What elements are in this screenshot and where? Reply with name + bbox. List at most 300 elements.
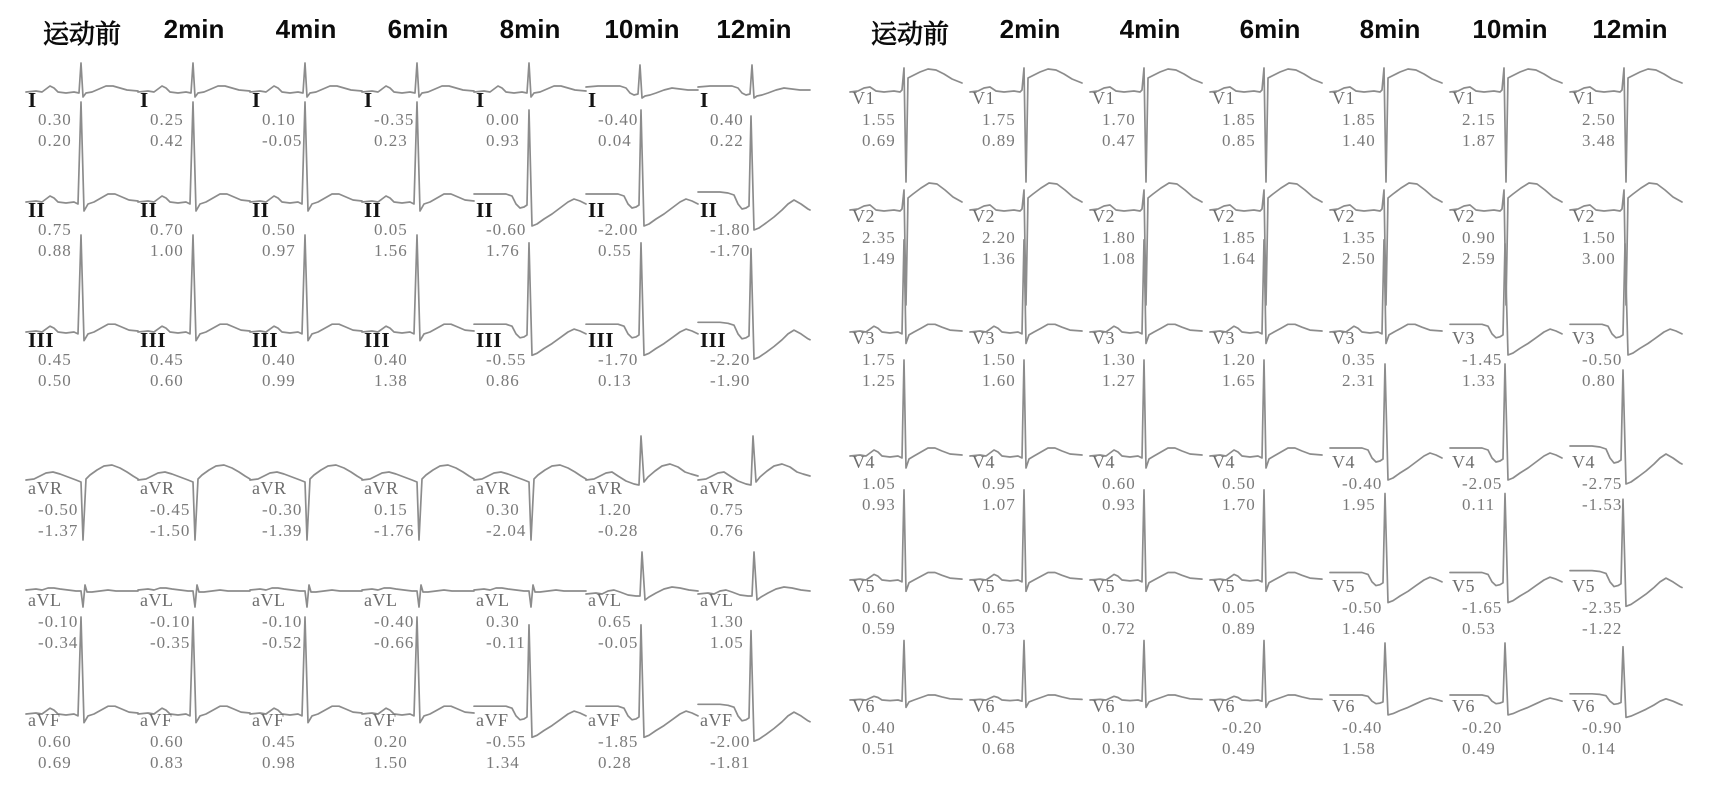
measurement-value: 1.80 <box>1102 228 1136 247</box>
lead-label: V3 <box>972 328 995 348</box>
lead-label: III <box>28 328 55 352</box>
lead-label: I <box>364 88 373 112</box>
lead-label: II <box>588 198 606 222</box>
measurement-value: 0.04 <box>598 131 632 150</box>
measurement-value: 1.58 <box>1342 739 1376 758</box>
ecg-cell <box>474 292 586 442</box>
measurement-value: 0.60 <box>38 732 72 751</box>
ecg-cell <box>1090 52 1210 170</box>
lead-label: II <box>364 198 382 222</box>
measurement-value: 1.00 <box>150 241 184 260</box>
measurement-value: -1.45 <box>1462 350 1503 369</box>
ecg-cell <box>250 292 362 442</box>
measurement-value: 0.45 <box>150 350 184 369</box>
lead-label: aVF <box>364 710 397 730</box>
measurement-value: 1.50 <box>982 350 1016 369</box>
lead-label: I <box>588 88 597 112</box>
measurement-value: 2.50 <box>1582 110 1616 129</box>
ecg-cell <box>1570 540 1690 660</box>
measurement-value: 0.22 <box>710 131 744 150</box>
lead-label: I <box>700 88 709 112</box>
measurement-values <box>982 473 1016 515</box>
measurement-value: 0.40 <box>262 350 296 369</box>
lead-label: V3 <box>1332 328 1355 348</box>
measurement-values <box>1222 597 1256 639</box>
measurement-values <box>862 109 896 151</box>
measurement-value: 0.30 <box>1102 598 1136 617</box>
lead-label: aVL <box>476 590 510 610</box>
measurement-value: -2.05 <box>1462 474 1503 493</box>
measurement-value: 0.69 <box>38 753 72 772</box>
ecg-cell <box>1210 52 1330 170</box>
measurement-value: 0.60 <box>150 371 184 390</box>
measurement-value: 0.28 <box>598 753 632 772</box>
ecg-cell <box>250 674 362 802</box>
measurement-values <box>1342 227 1376 269</box>
measurement-value: 0.05 <box>374 220 408 239</box>
measurement-value: 0.11 <box>1462 495 1496 514</box>
lead-label: V4 <box>1452 452 1475 472</box>
measurement-value: -1.65 <box>1462 598 1503 617</box>
ecg-cell <box>970 52 1090 170</box>
measurement-values <box>598 349 638 391</box>
measurement-value: -0.40 <box>374 612 415 631</box>
column-header: 6min <box>1239 14 1301 44</box>
measurement-values <box>862 597 896 639</box>
measurement-value: 0.93 <box>486 131 520 150</box>
ecg-cell <box>26 442 138 554</box>
measurement-values <box>150 499 190 541</box>
measurement-values <box>262 731 296 773</box>
lead-label: aVR <box>28 478 63 498</box>
measurement-values <box>38 611 78 653</box>
measurement-value: 1.30 <box>1102 350 1136 369</box>
measurement-value: 0.51 <box>862 739 896 758</box>
measurement-value: 0.30 <box>486 612 520 631</box>
lead-label: II <box>700 198 718 222</box>
lead-label: V5 <box>1572 576 1595 596</box>
measurement-values <box>1342 597 1382 639</box>
lead-label: I <box>28 88 37 112</box>
lead-row-V3 <box>850 292 1690 416</box>
measurement-values <box>1582 227 1616 269</box>
lead-label: V5 <box>1452 576 1475 596</box>
ecg-cell <box>1210 292 1330 416</box>
measurement-value: 2.50 <box>1342 249 1376 268</box>
measurement-value: 1.56 <box>374 241 408 260</box>
measurement-value: 0.45 <box>38 350 72 369</box>
measurement-value: -1.22 <box>1582 619 1623 638</box>
measurement-value: 3.48 <box>1582 131 1616 150</box>
measurement-value: -0.45 <box>150 500 191 519</box>
measurement-value: 1.49 <box>862 249 896 268</box>
measurement-value: 1.05 <box>862 474 896 493</box>
measurement-values <box>710 219 750 261</box>
measurement-value: 0.70 <box>150 220 184 239</box>
measurement-values <box>486 499 526 541</box>
ecg-cell <box>850 170 970 292</box>
column-header: 2min <box>999 14 1061 44</box>
lead-label: V3 <box>1452 328 1475 348</box>
measurement-values <box>598 731 638 773</box>
ecg-cell <box>698 674 810 802</box>
measurement-value: 1.65 <box>1222 371 1256 390</box>
ecg-cell <box>850 416 970 540</box>
lead-label: V2 <box>1572 206 1595 226</box>
measurement-value: 0.40 <box>374 350 408 369</box>
measurement-values <box>1582 597 1622 639</box>
lead-label: V2 <box>1452 206 1475 226</box>
measurement-values <box>710 109 744 151</box>
lead-label: aVL <box>28 590 62 610</box>
measurement-value: 1.85 <box>1222 110 1256 129</box>
measurement-values <box>1102 597 1136 639</box>
ecg-cell <box>1330 52 1450 170</box>
measurement-value: 0.10 <box>1102 718 1136 737</box>
lead-label: III <box>140 328 167 352</box>
measurement-value: 0.97 <box>262 241 296 260</box>
ecg-cell <box>1570 170 1690 292</box>
measurement-values <box>710 349 750 391</box>
measurement-value: 0.86 <box>486 371 520 390</box>
measurement-value: -0.35 <box>150 633 191 652</box>
ecg-cell <box>474 674 586 802</box>
measurement-value: 0.65 <box>982 598 1016 617</box>
measurement-values <box>1102 717 1136 759</box>
ecg-cell <box>250 442 362 554</box>
measurement-value: -1.39 <box>262 521 303 540</box>
measurement-values <box>486 109 520 151</box>
ecg-cell <box>1330 416 1450 540</box>
measurement-value: -2.35 <box>1582 598 1623 617</box>
ecg-cell <box>1090 416 1210 540</box>
measurement-value: 0.00 <box>486 110 520 129</box>
measurement-values <box>710 611 744 653</box>
ecg-cell <box>26 292 138 442</box>
measurement-value: -0.52 <box>262 633 303 652</box>
lead-label: V2 <box>852 206 875 226</box>
measurement-values <box>38 219 72 261</box>
measurement-value: 0.73 <box>982 619 1016 638</box>
measurement-value: 0.75 <box>38 220 72 239</box>
measurement-value: 1.60 <box>982 371 1016 390</box>
lead-label: V1 <box>1332 88 1355 108</box>
measurement-value: 2.20 <box>982 228 1016 247</box>
measurement-value: -0.55 <box>486 732 527 751</box>
measurement-value: -0.40 <box>598 110 639 129</box>
lead-label: V6 <box>1452 696 1475 716</box>
measurement-value: 1.70 <box>1102 110 1136 129</box>
lead-row-V6 <box>850 660 1690 788</box>
measurement-values <box>598 219 638 261</box>
lead-rows <box>26 52 810 802</box>
measurement-value: 0.60 <box>862 598 896 617</box>
lead-row-V4 <box>850 416 1690 540</box>
measurement-value: 1.46 <box>1342 619 1376 638</box>
column-header: 10min <box>1472 14 1548 44</box>
lead-label: V3 <box>1212 328 1235 348</box>
lead-label: V4 <box>1092 452 1115 472</box>
measurement-value: 0.76 <box>710 521 744 540</box>
column-header: 运动前 <box>870 19 949 49</box>
ecg-cell <box>1570 660 1690 788</box>
measurement-value: 1.87 <box>1462 131 1496 150</box>
measurement-value: -1.80 <box>710 220 751 239</box>
measurement-value: 3.00 <box>1582 249 1616 268</box>
measurement-value: -0.20 <box>1222 718 1263 737</box>
measurement-value: 0.20 <box>374 732 408 751</box>
measurement-value: 0.23 <box>374 131 408 150</box>
measurement-value: 1.85 <box>1222 228 1256 247</box>
measurement-value: 0.53 <box>1462 619 1496 638</box>
ecg-cell <box>362 292 474 442</box>
column-header: 12min <box>716 14 792 44</box>
ecg-cell <box>850 292 970 416</box>
ecg-cell <box>1330 540 1450 660</box>
measurement-values <box>374 731 408 773</box>
measurement-value: -0.90 <box>1582 718 1623 737</box>
measurement-value: -1.76 <box>374 521 415 540</box>
ecg-cell <box>1450 170 1570 292</box>
measurement-values <box>710 731 750 773</box>
measurement-value: -1.70 <box>598 350 639 369</box>
panel-chest-leads <box>850 6 1690 788</box>
measurement-value: 0.89 <box>1222 619 1256 638</box>
measurement-value: -0.40 <box>1342 718 1383 737</box>
measurement-value: 0.59 <box>862 619 896 638</box>
measurement-value: 1.08 <box>1102 249 1136 268</box>
ecg-cell <box>1090 660 1210 788</box>
measurement-value: 1.55 <box>862 110 896 129</box>
measurement-value: 0.50 <box>1222 474 1256 493</box>
measurement-value: 2.31 <box>1342 371 1376 390</box>
lead-label: III <box>364 328 391 352</box>
measurement-value: 1.50 <box>1582 228 1616 247</box>
measurement-values <box>150 731 184 773</box>
ecg-cell <box>586 442 698 554</box>
ecg-cell <box>1450 292 1570 416</box>
ecg-waveform <box>362 52 474 108</box>
measurement-value: -0.50 <box>1582 350 1623 369</box>
ecg-cell <box>970 292 1090 416</box>
lead-label: V6 <box>1212 696 1235 716</box>
measurement-value: 1.34 <box>486 753 520 772</box>
measurement-values <box>150 611 190 653</box>
ecg-cell <box>970 416 1090 540</box>
measurement-value: 0.35 <box>1342 350 1376 369</box>
column-header: 4min <box>1119 14 1181 44</box>
lead-label: V1 <box>972 88 995 108</box>
column-header: 12min <box>1592 14 1668 44</box>
lead-row-V5 <box>850 540 1690 660</box>
measurement-values <box>862 349 896 391</box>
measurement-value: 1.27 <box>1102 371 1136 390</box>
ecg-cell <box>1210 660 1330 788</box>
measurement-value: 0.89 <box>982 131 1016 150</box>
measurement-values <box>1102 227 1136 269</box>
measurement-values <box>1462 597 1502 639</box>
measurement-values <box>262 499 302 541</box>
measurement-values <box>374 109 414 151</box>
measurement-values <box>38 109 72 151</box>
measurement-value: 1.20 <box>598 500 632 519</box>
lead-label: I <box>140 88 149 112</box>
measurement-value: -0.28 <box>598 521 639 540</box>
measurement-values <box>262 219 296 261</box>
panel-limb-leads <box>26 6 810 802</box>
ecg-cell <box>850 540 970 660</box>
measurement-value: 0.25 <box>150 110 184 129</box>
measurement-values <box>374 349 408 391</box>
ecg-cell <box>970 660 1090 788</box>
measurement-values <box>598 611 638 653</box>
measurement-values <box>38 499 78 541</box>
measurement-values <box>1102 349 1136 391</box>
lead-label: aVF <box>28 710 61 730</box>
measurement-value: 0.42 <box>150 131 184 150</box>
lead-label: V2 <box>1212 206 1235 226</box>
lead-label: V6 <box>1332 696 1355 716</box>
measurement-value: -0.20 <box>1462 718 1503 737</box>
lead-label: II <box>140 198 158 222</box>
measurement-values <box>982 597 1016 639</box>
ecg-cell <box>698 442 810 554</box>
ecg-cell <box>586 292 698 442</box>
measurement-value: 0.30 <box>38 110 72 129</box>
measurement-values <box>1222 473 1256 515</box>
lead-label: II <box>252 198 270 222</box>
ecg-cell <box>1450 540 1570 660</box>
ecg-waveform <box>698 52 810 108</box>
column-header: 6min <box>387 14 449 44</box>
measurement-value: -1.37 <box>38 521 79 540</box>
measurement-value: 0.69 <box>862 131 896 150</box>
measurement-value: 1.76 <box>486 241 520 260</box>
measurement-values <box>262 109 302 151</box>
measurement-values <box>1582 349 1622 391</box>
measurement-value: 1.30 <box>710 612 744 631</box>
measurement-values <box>598 109 638 151</box>
measurement-value: -1.70 <box>710 241 751 260</box>
ecg-cell <box>1450 416 1570 540</box>
measurement-values <box>374 611 414 653</box>
measurement-value: 0.50 <box>38 371 72 390</box>
measurement-values <box>1582 109 1616 151</box>
measurement-values <box>1462 349 1502 391</box>
measurement-value: -2.04 <box>486 521 527 540</box>
measurement-value: -1.53 <box>1582 495 1623 514</box>
measurement-values <box>1462 227 1496 269</box>
measurement-value: 2.59 <box>1462 249 1496 268</box>
lead-label: V3 <box>1092 328 1115 348</box>
measurement-value: 1.07 <box>982 495 1016 514</box>
lead-label: V4 <box>1332 452 1355 472</box>
measurement-value: -0.10 <box>150 612 191 631</box>
measurement-value: 0.45 <box>982 718 1016 737</box>
measurement-values <box>862 717 896 759</box>
lead-rows <box>850 52 1690 788</box>
lead-label: III <box>588 328 615 352</box>
column-headers <box>26 6 810 52</box>
measurement-value: -0.50 <box>38 500 79 519</box>
lead-label: aVF <box>700 710 733 730</box>
measurement-value: 1.38 <box>374 371 408 390</box>
measurement-value: -0.05 <box>262 131 303 150</box>
measurement-values <box>1102 473 1136 515</box>
lead-row-III <box>26 292 810 442</box>
ecg-cell <box>362 442 474 554</box>
measurement-values <box>1462 109 1496 151</box>
ecg-waveform <box>138 52 250 108</box>
measurement-values <box>1342 473 1382 515</box>
measurement-values <box>1342 717 1382 759</box>
ecg-cell <box>1570 416 1690 540</box>
measurement-value: -0.40 <box>1342 474 1383 493</box>
measurement-value: 0.47 <box>1102 131 1136 150</box>
lead-label: aVR <box>588 478 623 498</box>
lead-label: V6 <box>852 696 875 716</box>
ecg-waveform <box>474 52 586 108</box>
measurement-values <box>374 499 414 541</box>
measurement-value: 0.93 <box>862 495 896 514</box>
ecg-cell <box>586 674 698 802</box>
measurement-value: 1.95 <box>1342 495 1376 514</box>
lead-label: aVR <box>476 478 511 498</box>
lead-label: V1 <box>1572 88 1595 108</box>
measurement-value: 1.05 <box>710 633 744 652</box>
lead-label: aVF <box>588 710 621 730</box>
measurement-value: 0.83 <box>150 753 184 772</box>
measurement-value: 0.30 <box>486 500 520 519</box>
lead-label: V2 <box>972 206 995 226</box>
measurement-value: 0.05 <box>1222 598 1256 617</box>
lead-label: III <box>252 328 279 352</box>
lead-row-aVF <box>26 674 810 802</box>
measurement-value: 1.20 <box>1222 350 1256 369</box>
measurement-value: 0.68 <box>982 739 1016 758</box>
measurement-value: -1.50 <box>150 521 191 540</box>
measurement-value: 1.35 <box>1342 228 1376 247</box>
measurement-value: 1.85 <box>1342 110 1376 129</box>
measurement-value: 0.85 <box>1222 131 1256 150</box>
measurement-value: 0.93 <box>1102 495 1136 514</box>
measurement-value: -0.05 <box>598 633 639 652</box>
measurement-values <box>1342 109 1376 151</box>
measurement-values <box>262 611 302 653</box>
lead-label: V6 <box>972 696 995 716</box>
measurement-value: -1.90 <box>710 371 751 390</box>
ecg-cell <box>362 674 474 802</box>
measurement-values <box>598 499 638 541</box>
lead-label: V5 <box>972 576 995 596</box>
ecg-cell <box>138 674 250 802</box>
measurement-values <box>150 349 184 391</box>
ecg-cell <box>1090 292 1210 416</box>
measurement-values <box>374 219 408 261</box>
measurement-value: -0.34 <box>38 633 79 652</box>
ecg-cell <box>26 674 138 802</box>
ecg-cell <box>1330 292 1450 416</box>
measurement-value: 0.14 <box>1582 739 1616 758</box>
lead-label: aVR <box>700 478 735 498</box>
lead-row-V1 <box>850 52 1690 170</box>
measurement-value: 0.98 <box>262 753 296 772</box>
measurement-value: 0.72 <box>1102 619 1136 638</box>
measurement-value: 0.13 <box>598 371 632 390</box>
measurement-value: 0.75 <box>710 500 744 519</box>
lead-label: V6 <box>1572 696 1595 716</box>
measurement-value: 0.30 <box>1102 739 1136 758</box>
